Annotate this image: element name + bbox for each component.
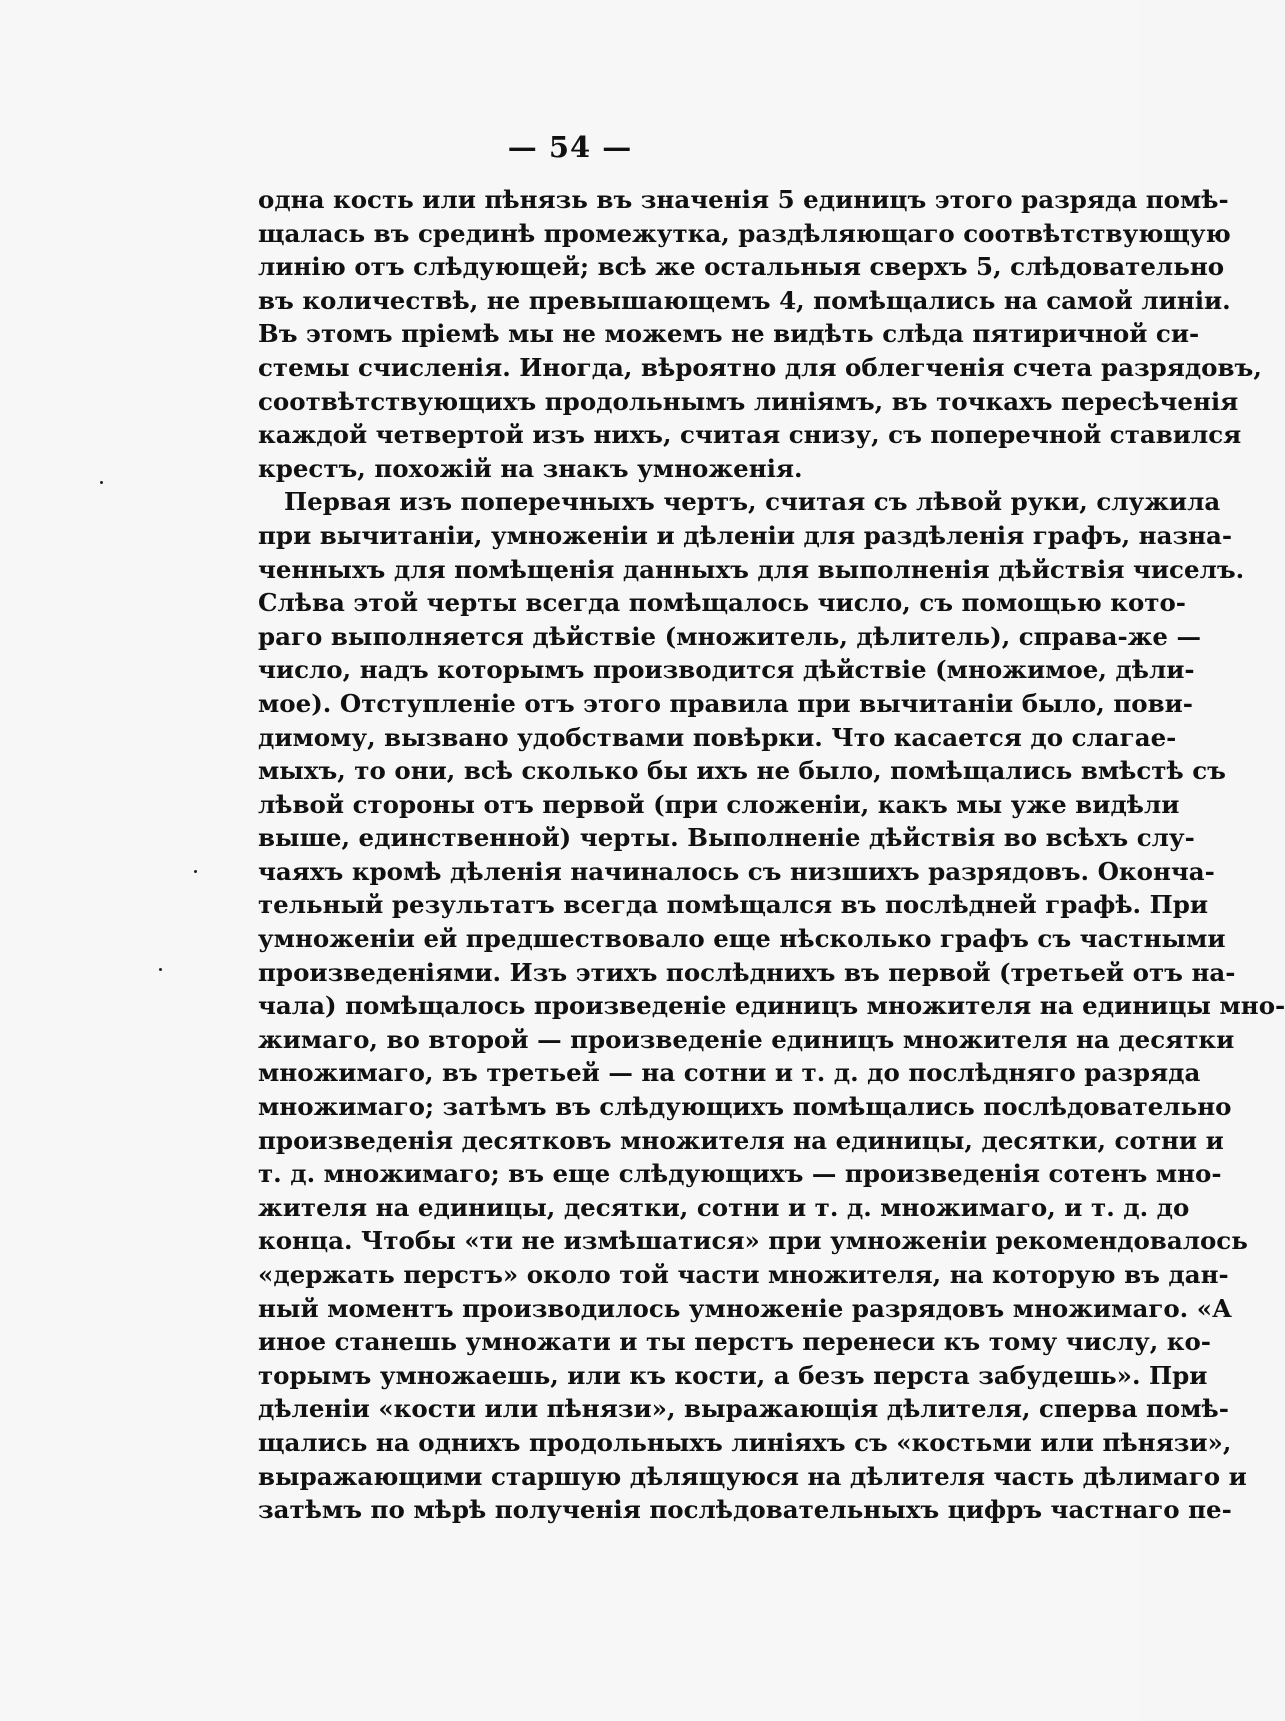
text-line: чаяхъ кромѣ дѣленія начиналось съ низшихъ разрядовъ. Оконча- [258,856,1215,886]
text-line: одна кость или пѣнязь въ значенія 5 единицъ этого разряда помѣ- [258,185,1229,214]
paragraph-2 [258,485,1285,1526]
text-line: тельный результатъ всегда помѣщался въ послѣдней графѣ. При [258,890,1209,920]
text-line: чала) помѣщалось произведеніе единицъ множителя на единицы мно- [258,991,1285,1021]
text-line: жимаго, во второй — произведеніе единицъ множителя на десятки [258,1024,1235,1054]
text-line: число, надъ которымъ производится дѣйствіе (множимое, дѣли- [258,655,1195,685]
text-line: затѣмъ по мѣрѣ полученія послѣдовательныхъ цифръ частнаго пе- [258,1495,1232,1525]
text-line: стемы счисленія. Иногда, вѣроятно для облегченія счета разрядовъ, [258,352,1262,382]
text-line: раго выполняется дѣйствіе (множитель, дѣлитель), справа-же — [258,621,1202,651]
text-line: щалась въ срединѣ промежутка, раздѣляющаго соотвѣтствующую [258,218,1231,248]
paragraph-1 [258,183,1262,485]
text-line: дѣленіи «кости или пѣнязи», выражающія дѣлителя, сперва помѣ- [258,1394,1229,1424]
text-line: соотвѣтствующихъ продольнымъ линіямъ, въ точкахъ пересѣченія [258,386,1239,416]
text-line: «держать перстъ» около той части множителя, на которую въ дан- [258,1260,1229,1289]
scan-speck [100,481,103,484]
text-line: щались на однихъ продольныхъ линіяхъ съ «костьми или пѣнязи», [258,1427,1232,1457]
text-line: при вычитаніи, умноженіи и дѣленіи для раздѣленія графъ, назна- [258,520,1233,550]
text-line: выражающими старшую дѣлящуюся на дѣлителя часть дѣлимаго и [258,1461,1247,1491]
text-line: крестъ, похожій на знакъ умноженія. [258,453,803,483]
text-line: димому, вызвано удобствами повѣрки. Что касается до слагае- [258,722,1177,752]
text-line: ный моментъ производилось умноженіе разрядовъ множимаго. «А [258,1293,1233,1323]
text-line: каждой четвертой изъ нихъ, считая снизу, съ поперечной ставился [258,420,1242,450]
text-line: произведеніями. Изъ этихъ послѣднихъ въ первой (третьей отъ на- [258,957,1236,987]
text-line: торымъ умножаешь, или къ кости, а безъ перста забудешь». При [258,1360,1208,1390]
page-number: — 54 — [507,130,633,164]
text-line: множимаго, въ третьей — на сотни и т. д. до послѣдняго разряда [258,1058,1201,1088]
text-line: жителя на единицы, десятки, сотни и т. д. множимаго, и т. д. до [258,1192,1190,1222]
scan-speck [159,968,162,971]
text-line: т. д. множимаго; въ еще слѣдующихъ — произведенія сотенъ мно- [258,1159,1222,1189]
text-line: Первая изъ поперечныхъ чертъ, считая съ лѣвой руки, служила [284,487,1221,517]
text-line: линію отъ слѣдующей; всѣ же остальныя сверхъ 5, слѣдовательно [258,252,1225,282]
text-line: произведенія десятковъ множителя на единицы, десятки, сотни и [258,1125,1224,1155]
text-line: конца. Чтобы «ти не измѣшатися» при умноженіи рекомендовалось [258,1226,1248,1256]
text-line: ченныхъ для помѣщенія данныхъ для выполненія дѣйствія чиселъ. [258,554,1245,584]
text-line: Въ этомъ пріемѣ мы не можемъ не видѣть слѣда пятиричной си- [258,319,1200,349]
text-line: мыхъ, то они, всѣ сколько бы ихъ не было, помѣщались вмѣстѣ съ [258,756,1226,786]
text-line: умноженіи ей предшествовало еще нѣсколько графъ съ частными [258,924,1226,954]
text-line: выше, единственной) черты. Выполненіе дѣйствія во всѣхъ слу- [258,823,1195,853]
text-line: въ количествѣ, не превышающемъ 4, помѣщались на самой линіи. [258,285,1231,315]
text-line: множимаго; затѣмъ въ слѣдующихъ помѣщались послѣдовательно [258,1092,1232,1122]
text-line: Слѣва этой черты всегда помѣщалось число, съ помощью кото- [258,588,1186,618]
text-line: лѣвой стороны отъ первой (при сложеніи, какъ мы уже видѣли [258,789,1180,819]
body-text [258,183,1285,1527]
text-line: иное станешь умножати и ты перстъ перенеси къ тому числу, ко- [258,1327,1211,1357]
text-line: мое). Отступленіе отъ этого правила при вычитаніи было, пови- [258,688,1193,718]
scan-speck [194,870,197,873]
